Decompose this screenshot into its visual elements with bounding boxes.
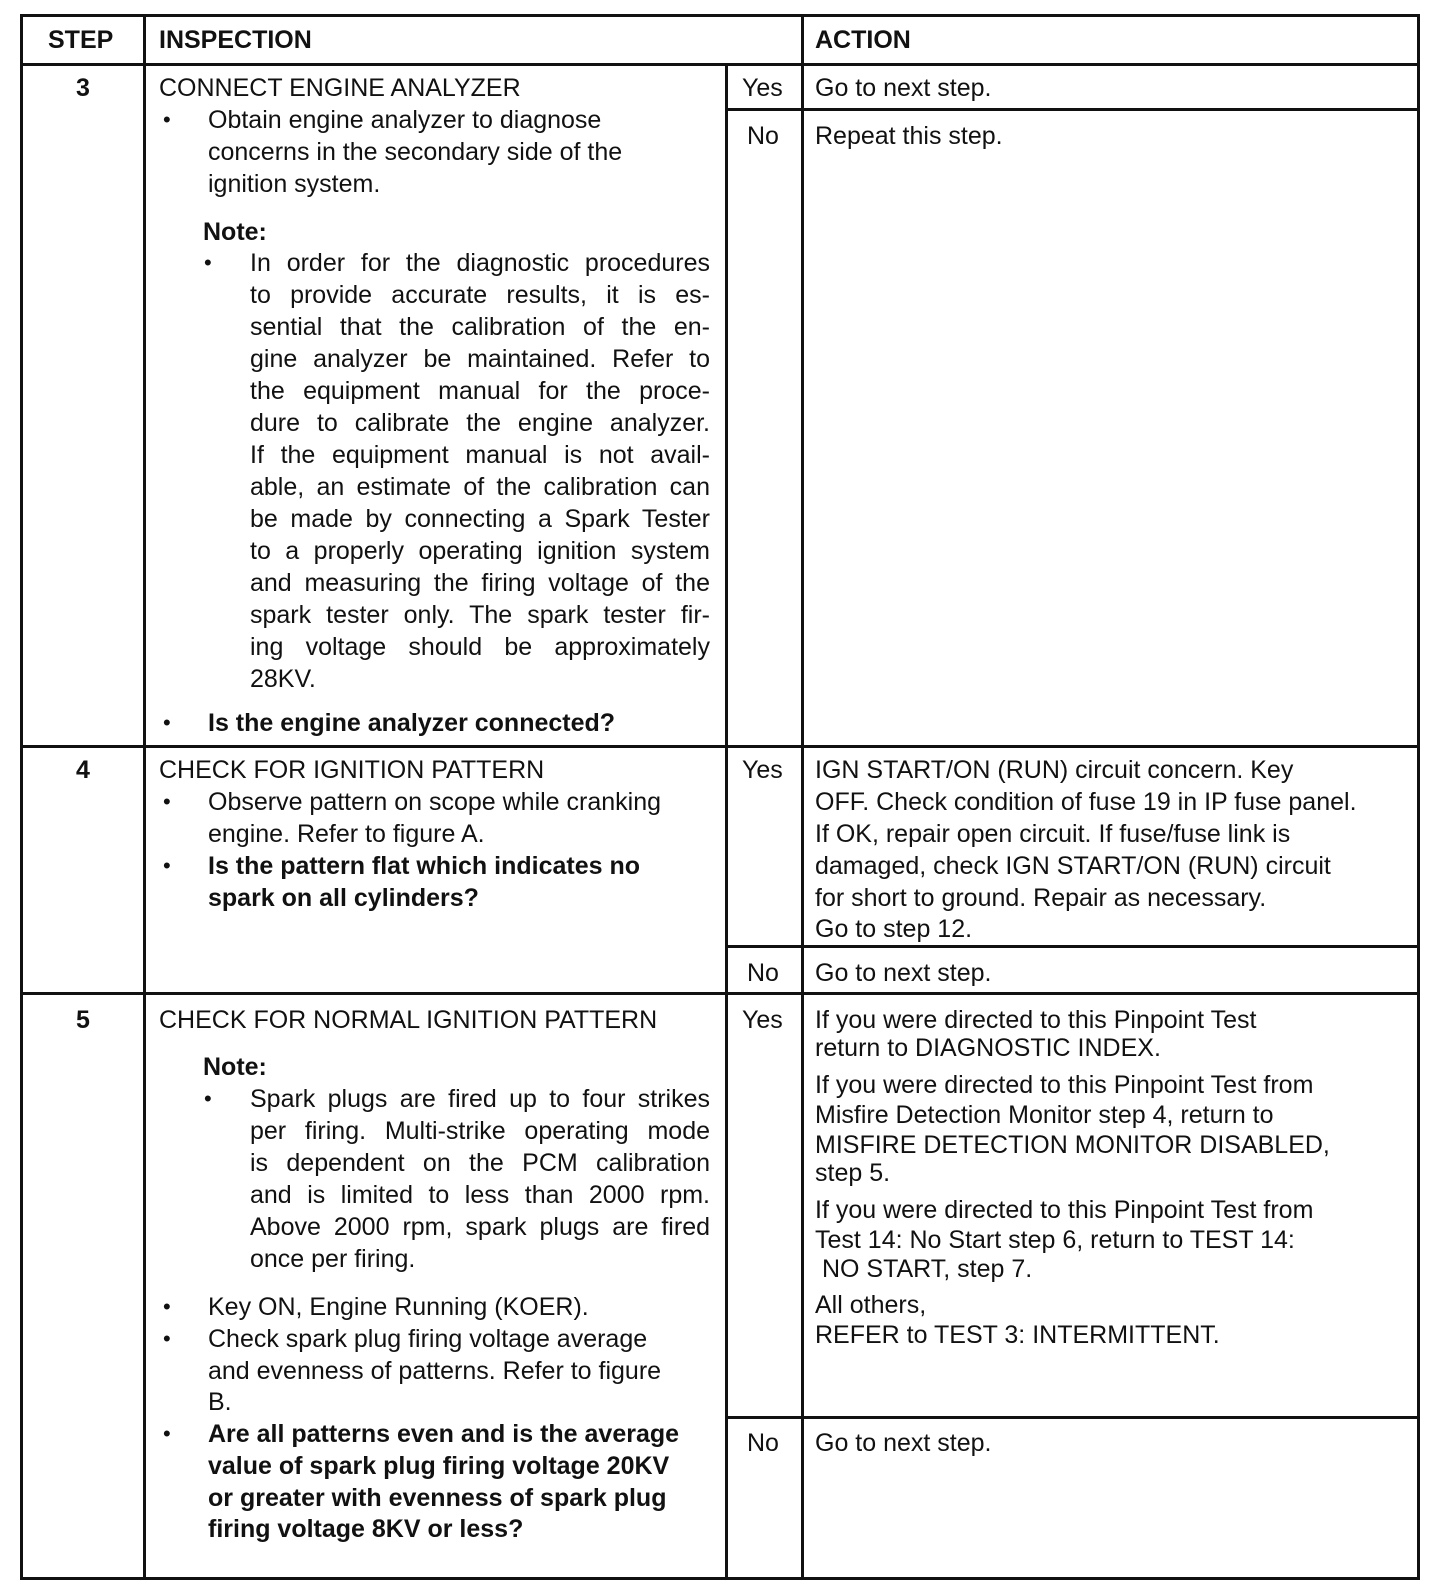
note-text — [250, 247, 710, 695]
step-title: CHECK FOR NORMAL IGNITION PATTERN — [159, 1006, 658, 1034]
note-line: once per firing. — [250, 1245, 416, 1273]
yes-action-line: If you were directed to this Pinpoint Test — [815, 1006, 1257, 1034]
note-line: be made by connecting a Spark Tester — [250, 505, 710, 533]
note-line: per firing. Multi-strike operating mode — [250, 1117, 710, 1145]
bullet-text: ignition system. — [208, 170, 381, 198]
note-label: Note: — [203, 218, 267, 246]
note-line: If the equipment manual is not avail- — [250, 441, 710, 469]
header-action: ACTION — [815, 26, 911, 54]
step-number: 5 — [76, 1006, 90, 1034]
note-line: In order for the diagnostic procedures — [250, 249, 710, 277]
yes-label: Yes — [742, 74, 783, 102]
row3-yes-no-divider — [725, 108, 1420, 111]
yes-action: Go to next step. — [815, 74, 992, 102]
yes-action-line: If you were directed to this Pinpoint Test from — [815, 1196, 1314, 1224]
note-line: is dependent on the PCM calibration — [250, 1149, 710, 1177]
row3-divider — [20, 745, 1420, 748]
note-line: spark tester only. The spark tester fir- — [250, 601, 710, 629]
yes-action-line: MISFIRE DETECTION MONITOR DISABLED, — [815, 1131, 1330, 1159]
bullet-icon: • — [163, 1421, 171, 1446]
bullet-icon: • — [163, 853, 171, 878]
note-line: Above 2000 rpm, spark plugs are fired — [250, 1213, 710, 1241]
bullet-text: engine. Refer to figure A. — [208, 820, 485, 848]
step-column-divider — [143, 14, 146, 1580]
bullet-text: and evenness of patterns. Refer to figure — [208, 1357, 662, 1385]
bullet-text: Obtain engine analyzer to diagnose — [208, 106, 602, 134]
note-line: Spark plugs are fired up to four strikes — [250, 1085, 710, 1113]
step-title: CONNECT ENGINE ANALYZER — [159, 74, 521, 102]
note-line: gine analyzer be maintained. Refer to — [250, 345, 710, 373]
question-text: Is the engine analyzer connected? — [208, 709, 616, 737]
yes-label: Yes — [742, 756, 783, 784]
row4-yes-no-divider — [725, 945, 1420, 948]
bullet-icon: • — [163, 1326, 171, 1351]
note-line: ing voltage should be approximately — [250, 633, 710, 661]
yes-action-line: REFER to TEST 3: INTERMITTENT. — [815, 1321, 1220, 1349]
no-label: No — [747, 1429, 779, 1457]
step-number: 3 — [76, 74, 90, 102]
bullet-icon: • — [204, 250, 212, 275]
no-action: Go to next step. — [815, 1429, 992, 1457]
no-action: Go to next step. — [815, 959, 992, 987]
bullet-icon: • — [163, 1294, 171, 1319]
question-text: value of spark plug firing voltage 20KV — [208, 1452, 670, 1480]
note-line: and measuring the firing voltage of the — [250, 569, 710, 597]
yes-action-line: return to DIAGNOSTIC INDEX. — [815, 1034, 1161, 1062]
bullet-text: B. — [208, 1388, 232, 1416]
row5-yes-no-divider — [725, 1416, 1420, 1419]
note-line: 28KV. — [250, 665, 316, 693]
yes-action-line: If you were directed to this Pinpoint Test from — [815, 1071, 1314, 1099]
question-text: firing voltage 8KV or less? — [208, 1515, 524, 1543]
action-column-divider — [801, 14, 804, 1580]
bullet-text: concerns in the secondary side of the — [208, 138, 623, 166]
yes-action-line: IGN START/ON (RUN) circuit concern. Key — [815, 756, 1294, 784]
yes-action-line: Misfire Detection Monitor step 4, return to — [815, 1101, 1274, 1129]
question-text: Is the pattern flat which indicates no — [208, 852, 641, 880]
note-line: sential that the calibration of the en- — [250, 313, 710, 341]
bullet-text: Check spark plug firing voltage average — [208, 1325, 648, 1353]
yes-action-line: for short to ground. Repair as necessary. — [815, 884, 1267, 912]
bullet-icon: • — [163, 107, 171, 132]
yes-label: Yes — [742, 1006, 783, 1034]
yes-action-line: step 5. — [815, 1159, 891, 1187]
header-step: STEP — [48, 26, 114, 54]
bullet-text: Key ON, Engine Running (KOER). — [208, 1293, 589, 1321]
no-action: Repeat this step. — [815, 122, 1003, 150]
yes-action-line: All others, — [815, 1291, 927, 1319]
yesno-column-divider — [725, 63, 728, 1580]
yes-action-line: Go to step 12. — [815, 915, 973, 943]
no-label: No — [747, 122, 779, 150]
yes-action-line: damaged, check IGN START/ON (RUN) circuit — [815, 852, 1331, 880]
note-text — [250, 1083, 710, 1275]
note-line: the equipment manual for the proce- — [250, 377, 710, 405]
yes-action-line: NO START, step 7. — [815, 1255, 1033, 1283]
note-line: able, an estimate of the calibration can — [250, 473, 710, 501]
yes-action-line: If OK, repair open circuit. If fuse/fuse link is — [815, 820, 1291, 848]
bullet-text: Observe pattern on scope while cranking — [208, 788, 662, 816]
bullet-icon: • — [163, 710, 171, 735]
question-text: spark on all cylinders? — [208, 884, 479, 912]
no-label: No — [747, 959, 779, 987]
step-title: CHECK FOR IGNITION PATTERN — [159, 756, 545, 784]
note-line: and is limited to less than 2000 rpm. — [250, 1181, 710, 1209]
header-inspection: INSPECTION — [159, 26, 312, 54]
note-label: Note: — [203, 1053, 267, 1081]
yes-action-line: Test 14: No Start step 6, return to TEST 14: — [815, 1226, 1295, 1254]
note-line: to provide accurate results, it is es- — [250, 281, 710, 309]
question-text: Are all patterns even and is the average — [208, 1420, 680, 1448]
note-line: dure to calibrate the engine analyzer. — [250, 409, 710, 437]
question-text: or greater with evenness of spark plug — [208, 1484, 667, 1512]
bullet-icon: • — [163, 789, 171, 814]
row4-divider — [20, 992, 1420, 995]
header-divider — [20, 63, 1420, 66]
step-number: 4 — [76, 756, 90, 784]
note-line: to a properly operating ignition system — [250, 537, 710, 565]
bullet-icon: • — [204, 1086, 212, 1111]
yes-action-line: OFF. Check condition of fuse 19 in IP fuse panel. — [815, 788, 1357, 816]
